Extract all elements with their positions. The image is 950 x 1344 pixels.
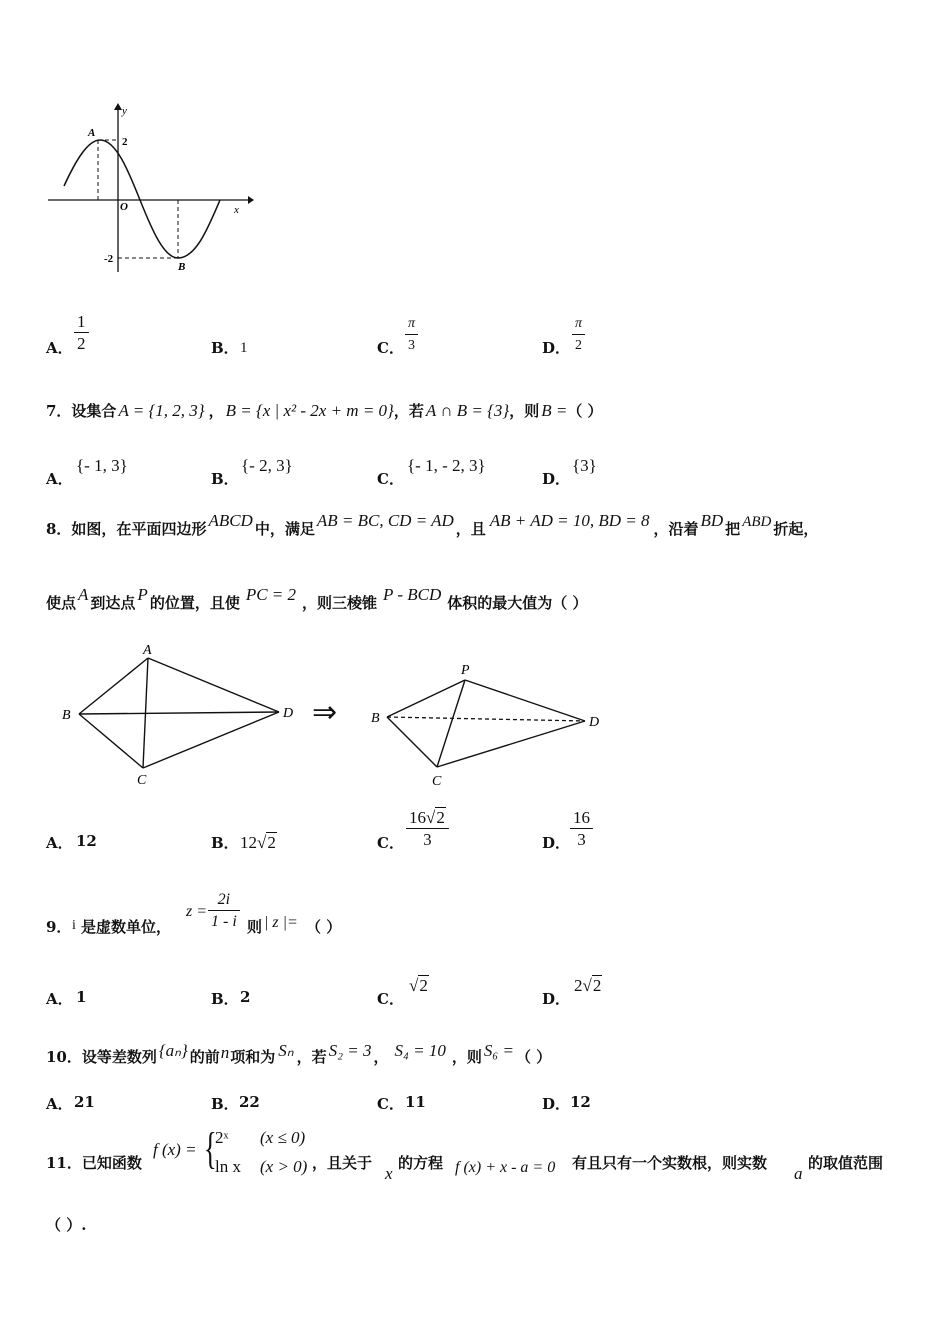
q9-option-b-label: B． — [211, 990, 239, 1008]
sine-graph — [40, 100, 260, 280]
q9-c-radicand: 2 — [419, 976, 428, 995]
q9-option-b-value: 2 — [240, 988, 251, 1006]
q10-prefix: 10．设等差数列 — [46, 1048, 157, 1066]
q6-option-c-fraction — [405, 314, 418, 357]
q9-option-d-label: D． — [542, 990, 571, 1008]
q9-d-radicand: 2 — [592, 976, 602, 995]
q6-c-denominator: 3 — [408, 338, 415, 353]
q8-eq1: AB = BC, CD = AD — [316, 511, 454, 530]
q10-option-a-label: A． — [46, 1095, 73, 1113]
q8-c-denominator: 3 — [423, 830, 432, 849]
x-axis-arrow — [248, 196, 254, 204]
point-a-label: A — [88, 127, 96, 139]
q8-pyramid-figure — [365, 655, 615, 795]
edge-pb — [387, 680, 465, 717]
q8-option-d-label: D． — [542, 834, 571, 852]
q7-option-b-label: B． — [211, 470, 239, 488]
q6-option-c-label: C． — [377, 339, 404, 357]
q10-a2: 项和为 — [230, 1048, 276, 1066]
vertex-b-label: B — [371, 711, 380, 726]
q8-line2 — [46, 585, 588, 613]
q11-a2: 的方程 — [398, 1154, 444, 1172]
q10-a5: ，则 — [451, 1048, 482, 1066]
q8-l2-b: 到达点 — [90, 594, 136, 612]
q10-option-c-value: 11 — [405, 1093, 426, 1111]
edge-pc — [437, 680, 465, 767]
q8-l2-d: ，则三棱锥 — [302, 594, 378, 612]
q9-option-a-label: A． — [46, 990, 73, 1008]
q10-sn: Sₙ — [278, 1041, 294, 1060]
edge-cd — [143, 712, 279, 768]
vertex-c-label: C — [432, 774, 442, 789]
q11-a4: 的取值范围 — [808, 1154, 884, 1172]
hidden-edge-bd — [387, 717, 585, 721]
q9-i-letter: i — [72, 918, 76, 933]
q7-paren: （ ） — [567, 402, 603, 420]
q9-then: 则 — [247, 918, 263, 936]
q9-paren: （ ） — [306, 918, 342, 936]
q8-l1-d: ，沿着 — [653, 520, 699, 538]
q8-l2-c: 的位置，且使 — [149, 594, 240, 612]
q8-option-a-value: 12 — [76, 832, 97, 850]
q10-option-a-value: 21 — [74, 1093, 95, 1111]
q8-option-d-fraction — [570, 808, 593, 851]
q9-fraction — [208, 890, 240, 933]
q6-option-a-fraction — [74, 312, 89, 355]
q9-option-c-label: C． — [377, 990, 404, 1008]
q6-option-d-fraction — [572, 314, 585, 357]
vertex-d-label: D — [589, 715, 600, 730]
q11-brace: { — [204, 1124, 217, 1173]
q8-option-a-label: A． — [46, 834, 73, 852]
q8-point-p: P — [137, 585, 148, 604]
min-value-label: -2 — [104, 253, 114, 265]
sqrt-sign: √2 — [257, 833, 276, 852]
q8-l2-a: 使点 — [46, 594, 77, 612]
edge-cd — [437, 721, 585, 767]
sqrt-sign: √2 — [582, 976, 602, 995]
q9-stem: 是虚数单位， — [81, 918, 172, 936]
q7-ask: B = — [541, 401, 568, 420]
q8-fold-arrow: ⇒ — [312, 695, 338, 730]
q6-d-denominator: 2 — [575, 338, 582, 353]
q8-l1-f: 折起， — [773, 520, 819, 538]
point-b-label: B — [178, 261, 186, 273]
q8-option-b-label: B． — [211, 834, 239, 852]
q6-a-numerator: 1 — [77, 312, 86, 331]
q8-b-radicand: 2 — [267, 833, 276, 852]
q7-set-a: A = {1, 2, 3} — [118, 401, 205, 420]
q8-c-coefficient: 16 — [409, 808, 426, 827]
q9-option-d-value — [574, 976, 602, 996]
origin-label: O — [120, 201, 128, 213]
q9-option-a-value: 1 — [76, 988, 87, 1006]
q8-abcd: ABCD — [208, 511, 253, 530]
q6-d-numerator: π — [575, 316, 583, 331]
q10-a4: ， — [373, 1048, 389, 1066]
q8-option-c-label: C． — [377, 834, 404, 852]
q8-line1 — [46, 511, 819, 539]
q11-cond2: (x > 0) — [260, 1157, 308, 1176]
sine-curve — [64, 140, 220, 258]
q9-z-eq: z = — [186, 903, 208, 920]
q10-option-d-label: D． — [542, 1095, 571, 1113]
q10-a3: ，若 — [296, 1048, 327, 1066]
q7-option-a-value: {- 1, 3} — [76, 456, 128, 475]
q8-pc: PC = 2 — [245, 585, 297, 604]
q8-option-b-value — [240, 833, 277, 853]
q10-option-c-label: C． — [377, 1095, 404, 1113]
vertex-d-label: D — [283, 706, 294, 721]
max-value-label: 2 — [122, 136, 128, 148]
q11-x: x — [385, 1164, 393, 1183]
q6-c-numerator: π — [408, 316, 416, 331]
q7-option-c-label: C． — [377, 470, 404, 488]
vertex-b-label: B — [62, 708, 71, 723]
q10-s4: S₄ = 10 — [394, 1041, 446, 1060]
q8-d-denominator: 3 — [577, 830, 586, 849]
q8-eq2: AB + AD = 10, BD = 8 — [489, 511, 650, 530]
q7-option-d-label: D． — [542, 470, 571, 488]
q11-a1: ，且关于 — [312, 1154, 373, 1172]
q6-a-denominator: 2 — [77, 334, 86, 353]
q10-option-b-value: 22 — [239, 1093, 260, 1111]
sqrt-sign: √2 — [409, 976, 428, 995]
y-axis-label: y — [122, 105, 127, 117]
q10-option-d-value: 12 — [570, 1093, 591, 1111]
q7-stem — [46, 400, 603, 421]
q9-denominator: 1 - i — [211, 913, 237, 930]
q11-eq: f (x) + x - a = 0 — [455, 1159, 556, 1176]
edge-ad — [148, 658, 279, 712]
x-axis-label: x — [234, 204, 239, 216]
q10-seq: {aₙ} — [158, 1041, 188, 1060]
q8-l1-e: 把 — [725, 520, 741, 538]
q7-condition: A ∩ B = {3} — [425, 401, 510, 420]
q9-d-coefficient: 2 — [574, 976, 583, 995]
q7-option-a-label: A． — [46, 470, 73, 488]
vertex-a-label: A — [143, 643, 152, 658]
q11-cond1: (x ≤ 0) — [260, 1128, 306, 1147]
q11-line2: （ ）. — [46, 1216, 87, 1234]
q9-option-c-value — [409, 976, 429, 996]
q8-b-coefficient: 12 — [240, 833, 257, 852]
q10-paren: （ ） — [516, 1048, 552, 1066]
q8-d-numerator: 16 — [573, 808, 590, 827]
q9-numerator: 2i — [217, 891, 231, 908]
q8-c-numerator — [406, 808, 449, 828]
edge-pd — [465, 680, 585, 721]
q10-stem — [46, 1041, 552, 1067]
vertex-p-label: P — [461, 663, 470, 678]
q7-set-b: B = {x | x² - 2x + m = 0} — [225, 401, 394, 420]
edge-ab — [79, 658, 148, 714]
edge-bc — [387, 717, 437, 767]
q6-option-b-value: 1 — [240, 340, 248, 356]
q8-l1-b: 中，满足 — [254, 520, 315, 538]
q8-quadrilateral-figure — [55, 640, 305, 790]
q8-l2-e: 体积的最大值为（ ） — [447, 594, 588, 612]
q6-option-b-label: B． — [211, 339, 239, 357]
q8-l1-a: 8．如图，在平面四边形 — [46, 520, 207, 538]
q7-then: ，则 — [509, 402, 540, 420]
q7-prefix: 7．设集合 — [46, 402, 117, 420]
q8-c-radicand: 2 — [436, 808, 445, 827]
q10-option-b-label: B． — [211, 1095, 239, 1113]
q11-fx: f (x) = — [153, 1140, 197, 1159]
q10-a1: 的前 — [189, 1048, 220, 1066]
edge-bc — [79, 714, 143, 768]
q7-option-c-value: {- 1, - 2, 3} — [407, 456, 486, 475]
q10-s6: S₆ = — [483, 1041, 515, 1060]
diagonal-bd — [79, 712, 279, 714]
q11-case1: 2ˣ — [215, 1128, 229, 1147]
y-axis-arrow — [114, 103, 122, 110]
q8-point-a: A — [78, 585, 89, 604]
q11-prefix: 11．已知函数 — [46, 1154, 142, 1172]
q7-middle: ，若 — [393, 402, 424, 420]
q8-l1-c: ，且 — [455, 520, 486, 538]
q9-abs: | z |= — [264, 914, 298, 931]
q11-case2: ln x — [215, 1157, 241, 1176]
q8-bd: BD — [700, 511, 724, 530]
vertex-c-label: C — [137, 773, 147, 788]
q8-abd: ABD — [742, 514, 772, 530]
q10-s2: S₂ = 3 — [328, 1041, 372, 1060]
q8-option-c-fraction — [406, 808, 449, 851]
sqrt-sign: √2 — [426, 808, 445, 827]
q6-option-a-label: A． — [46, 339, 73, 357]
q7-option-b-value: {- 2, 3} — [241, 456, 293, 475]
q10-n: n — [220, 1043, 230, 1062]
q11-a3: 有且只有一个实数根，则实数 — [572, 1154, 768, 1172]
q8-pbcd: P - BCD — [383, 585, 442, 604]
q7-comma: ， — [208, 402, 224, 420]
q7-option-d-value: {3} — [572, 456, 597, 475]
q6-option-d-label: D． — [542, 339, 571, 357]
q11-a: a — [794, 1164, 803, 1183]
q9-prefix: 9． — [46, 918, 72, 936]
